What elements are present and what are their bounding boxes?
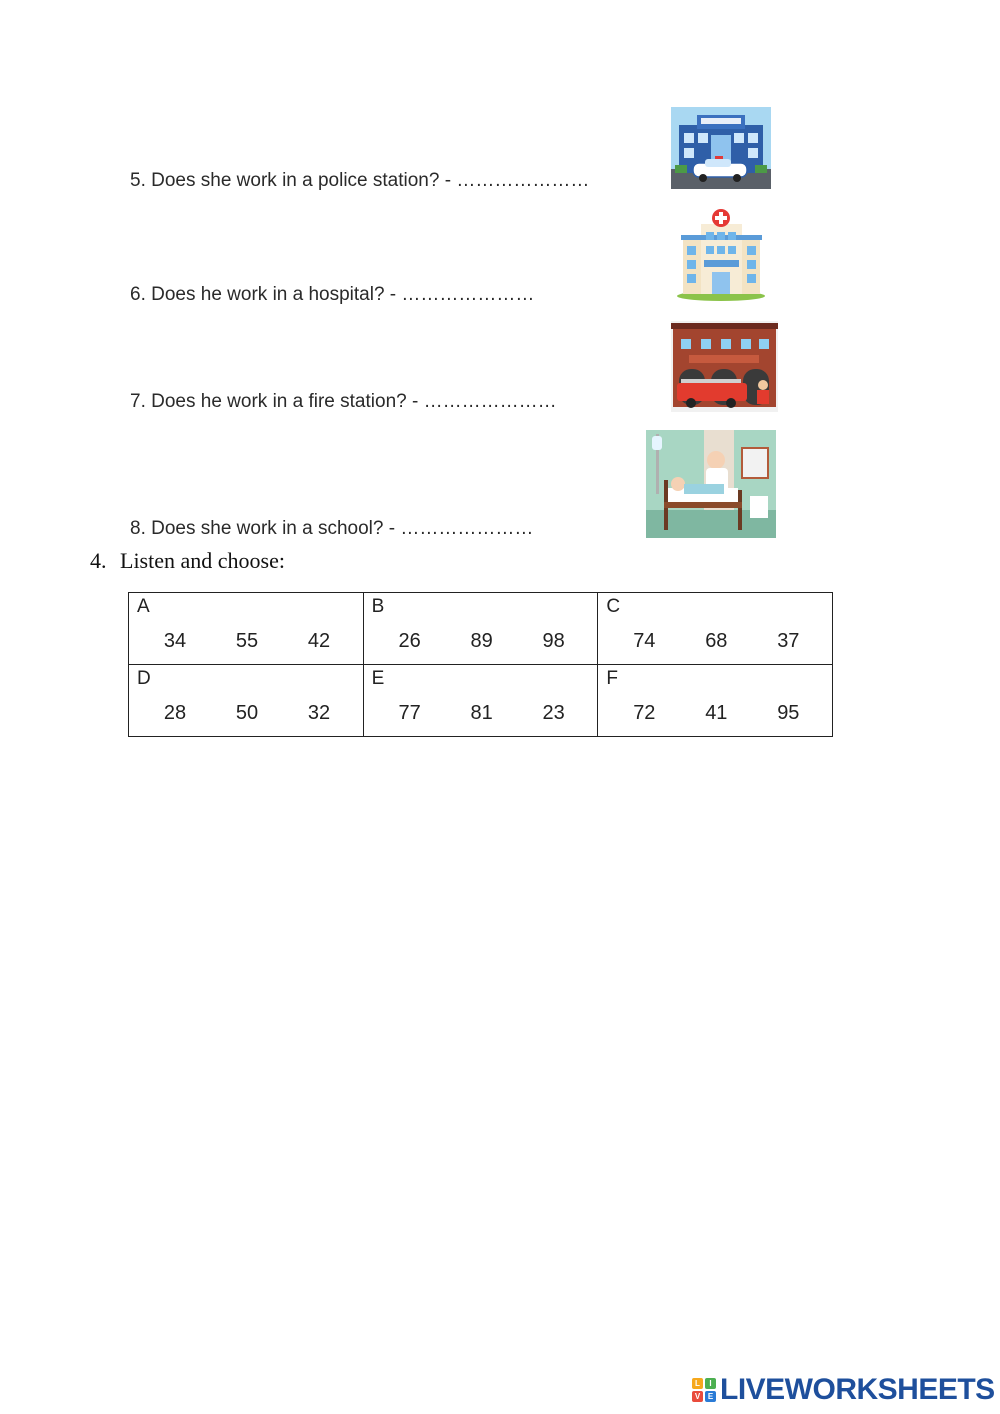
option-number: 34 <box>163 630 187 652</box>
nurse-patient-icon <box>646 430 776 538</box>
option-letter: E <box>371 668 385 689</box>
option-cell-b[interactable] <box>363 593 598 665</box>
option-number: 77 <box>398 702 421 724</box>
question-5 <box>130 170 589 192</box>
question-6 <box>130 284 534 306</box>
option-cell-a[interactable] <box>129 593 364 665</box>
answer-blank[interactable]: ………………… <box>423 391 557 412</box>
option-number: 23 <box>542 702 565 724</box>
answer-blank[interactable]: ………………… <box>401 284 535 305</box>
option-number: 41 <box>705 702 728 724</box>
option-number: 32 <box>307 702 331 724</box>
number-choice-table <box>128 592 833 737</box>
option-letter: D <box>137 668 151 689</box>
question-text: 8. Does she work in a school? - <box>130 518 401 539</box>
logo-tile: I <box>705 1378 716 1389</box>
table-row <box>129 593 833 665</box>
option-number: 37 <box>777 630 800 652</box>
question-text: 7. Does he work in a fire station? - <box>130 391 424 412</box>
option-cell-e[interactable] <box>363 665 598 737</box>
logo-text: LIVEWORKSHEETS <box>720 1373 995 1406</box>
option-cell-f[interactable] <box>598 665 833 737</box>
section-title: Listen and choose: <box>120 548 285 573</box>
logo-mark-icon <box>692 1378 716 1402</box>
option-number: 26 <box>398 630 421 652</box>
table-row <box>129 665 833 737</box>
option-letter: F <box>606 668 618 689</box>
option-number: 74 <box>633 630 656 652</box>
fire-station-icon <box>671 321 778 412</box>
option-number: 50 <box>235 702 259 724</box>
logo-tile: E <box>705 1391 716 1402</box>
option-number: 72 <box>633 702 656 724</box>
option-number: 42 <box>307 630 331 652</box>
section-heading <box>90 548 285 574</box>
question-8 <box>130 518 533 540</box>
option-number: 89 <box>470 630 493 652</box>
option-letter: C <box>606 596 621 617</box>
police-station-icon <box>671 107 771 189</box>
question-text: 6. Does he work in a hospital? - <box>130 284 402 305</box>
option-cell-c[interactable] <box>598 593 833 665</box>
section-number: 4. <box>90 548 107 573</box>
logo-tile: L <box>692 1378 703 1389</box>
option-number: 95 <box>777 702 800 724</box>
answer-blank[interactable]: ………………… <box>400 518 534 539</box>
answer-blank[interactable]: ………………… <box>456 170 590 191</box>
option-number: 81 <box>470 702 493 724</box>
option-letter: A <box>137 596 150 617</box>
hospital-icon <box>671 208 772 302</box>
option-number: 68 <box>705 630 728 652</box>
question-text: 5. Does she work in a police station? - <box>130 170 457 191</box>
liveworksheets-logo[interactable] <box>692 1374 995 1406</box>
option-letter: B <box>371 596 385 617</box>
option-cell-d[interactable] <box>129 665 364 737</box>
question-7 <box>130 391 557 413</box>
logo-tile: V <box>692 1391 703 1402</box>
option-number: 98 <box>542 630 565 652</box>
option-number: 55 <box>235 630 259 652</box>
option-number: 28 <box>163 702 187 724</box>
